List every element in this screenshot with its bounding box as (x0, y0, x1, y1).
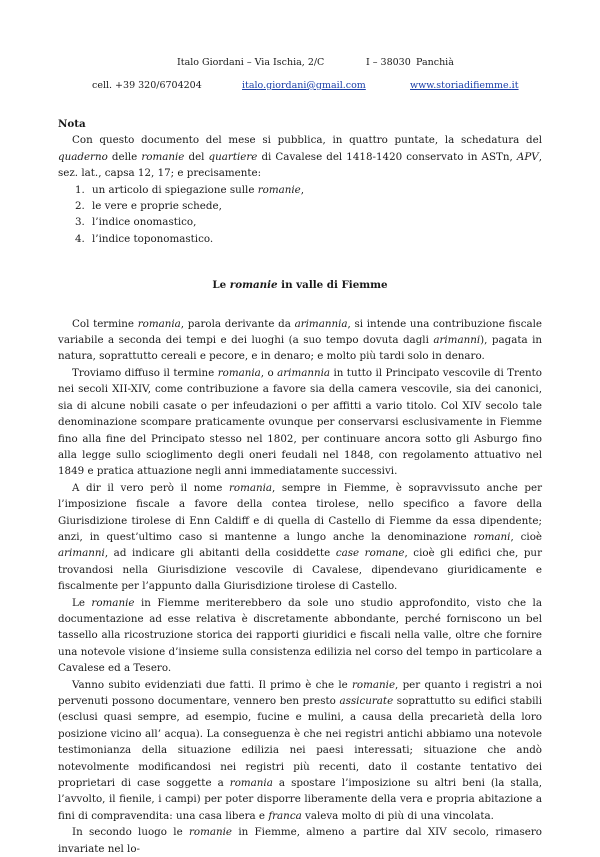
paragraph: Col termine romania, parola derivante da arimannia, si intende una contribuzione fiscale variabile a seconda dei tempi e dei luoghi (a suo tempo dovuta dagli arimanni), pagata in natura, soprattutto cereali e pecore, e in denaro; e molto più tardi solo in denaro. (58, 317, 543, 363)
email-link[interactable]: italo.giordani@gmail.com (242, 80, 366, 91)
author-address: Italo Giordani – Via Ischia, 2/C (177, 57, 325, 68)
paragraph: Le romanie in Fiemme meriterebbero da sole uno studio approfondito, visto che la documentazione ad esse relativa è discretamente abbondante, perché forniscono un bel tassello alla ricostruzione storica dei rapporti giuridici e fiscali nella valle, oltre che fornire una notevole visione d’insieme sulla consistenza edilizia nel corso del tempo in particolare a Cavalese ed a Tesero. (58, 596, 542, 675)
list-item: 2. le vere e proprie schede, (75, 200, 222, 213)
paragraph: Troviamo diffuso il termine romania, o arimannia in tutto il Principato vescovile di Trento nei secoli XII-XIV, come contribuzione a favore sia della camera vescovile, sia dei canonici, sia di alcune nobili casate o per infeudazioni o per affitti a vario titolo. Col XIV secolo tale denominazione scompare praticamente ovunque per conservarsi esclusivamente in Fiemme fino alla fine del Principato stesso nel 1802, per continuare ancora sotto gli Asburgo fino alla legge sullo scioglimento degli oneri feudali nel 1848, con regolamento attuativo nel 1849 e pratica attuazione negli anni immediatamente successivi. (58, 366, 543, 478)
nota-heading: Nota (58, 118, 86, 130)
document-body (58, 116, 542, 857)
list-item: 1. un articolo di spiegazione sulle romanie, (75, 183, 305, 196)
nota-intro: Con questo documento del mese si pubblica, in quattro puntate, la schedatura del quaderno delle romanie del quartiere di Cavalese del 1418-1420 conservato in ASTn, APV, sez. lat., capsa 12, 17; e precisamente: (58, 134, 542, 180)
postal-code: I – 38030 (366, 57, 411, 68)
paragraph: Vanno subito evidenziati due fatti. Il primo è che le romanie, per quanto i registri a noi pervenuti possono documentare, vennero ben presto assicurate soprattutto su edifici stabili (esclusi quasi sempre, ad esempio, fucine e mulini, a causa della precarietà della loro posizione vicino all’ acqua). La conseguenza è che nei registri antichi abbiamo una notevole testimonianza della situazione edilizia nei paesi interessati; situazione che andò notevolmente modificandosi nei registri più recenti, dato il costante tentativo dei proprietari di case soggette a romania a spostare l’imposizione su altri beni (la stalla, l’avvolto, il fienile, i campi) per poter disporre liberamente della vera e propria abitazione a fini di compravendita: una casa libera e franca valeva molto di più di una vincolata. (58, 678, 542, 822)
nota-list (58, 182, 542, 248)
paragraph: A dir il vero però il nome romania, sempre in Fiemme, è sopravvissuto anche per l’imposizione fiscale a favore della contea tirolese, nello specifico a favore della Giurisdizione tirolese di Enn Caldiff e di quella di Castello di Fiemme da essa dipendente; anzi, in quest’ultimo caso si mantenne a lungo anche la denominazione romani, cioè arimanni, ad indicare gli abitanti della cosiddette case romane, cioè gli edifici che, pur trovandosi nella Giurisdizione vescovile di Cavalese, dipendevano giuridicamente e fiscalmente per l’appunto dalla Giurisdizione tirolese di Castello. (58, 481, 542, 593)
section-title: Le romanie in valle di Fiemme (212, 279, 388, 292)
phone-number: cell. +39 320/6704204 (92, 80, 202, 91)
list-item: 3. l’indice onomastico, (75, 216, 197, 229)
list-item: 4. l’indice toponomastico. (75, 232, 214, 245)
town: Panchià (416, 57, 454, 68)
website-link[interactable]: www.storiadifiemme.it (410, 80, 519, 91)
paragraph: In secondo luogo le romanie in Fiemme, almeno a partire dal XIV secolo, rimasero invariate nel lo- (58, 826, 542, 855)
